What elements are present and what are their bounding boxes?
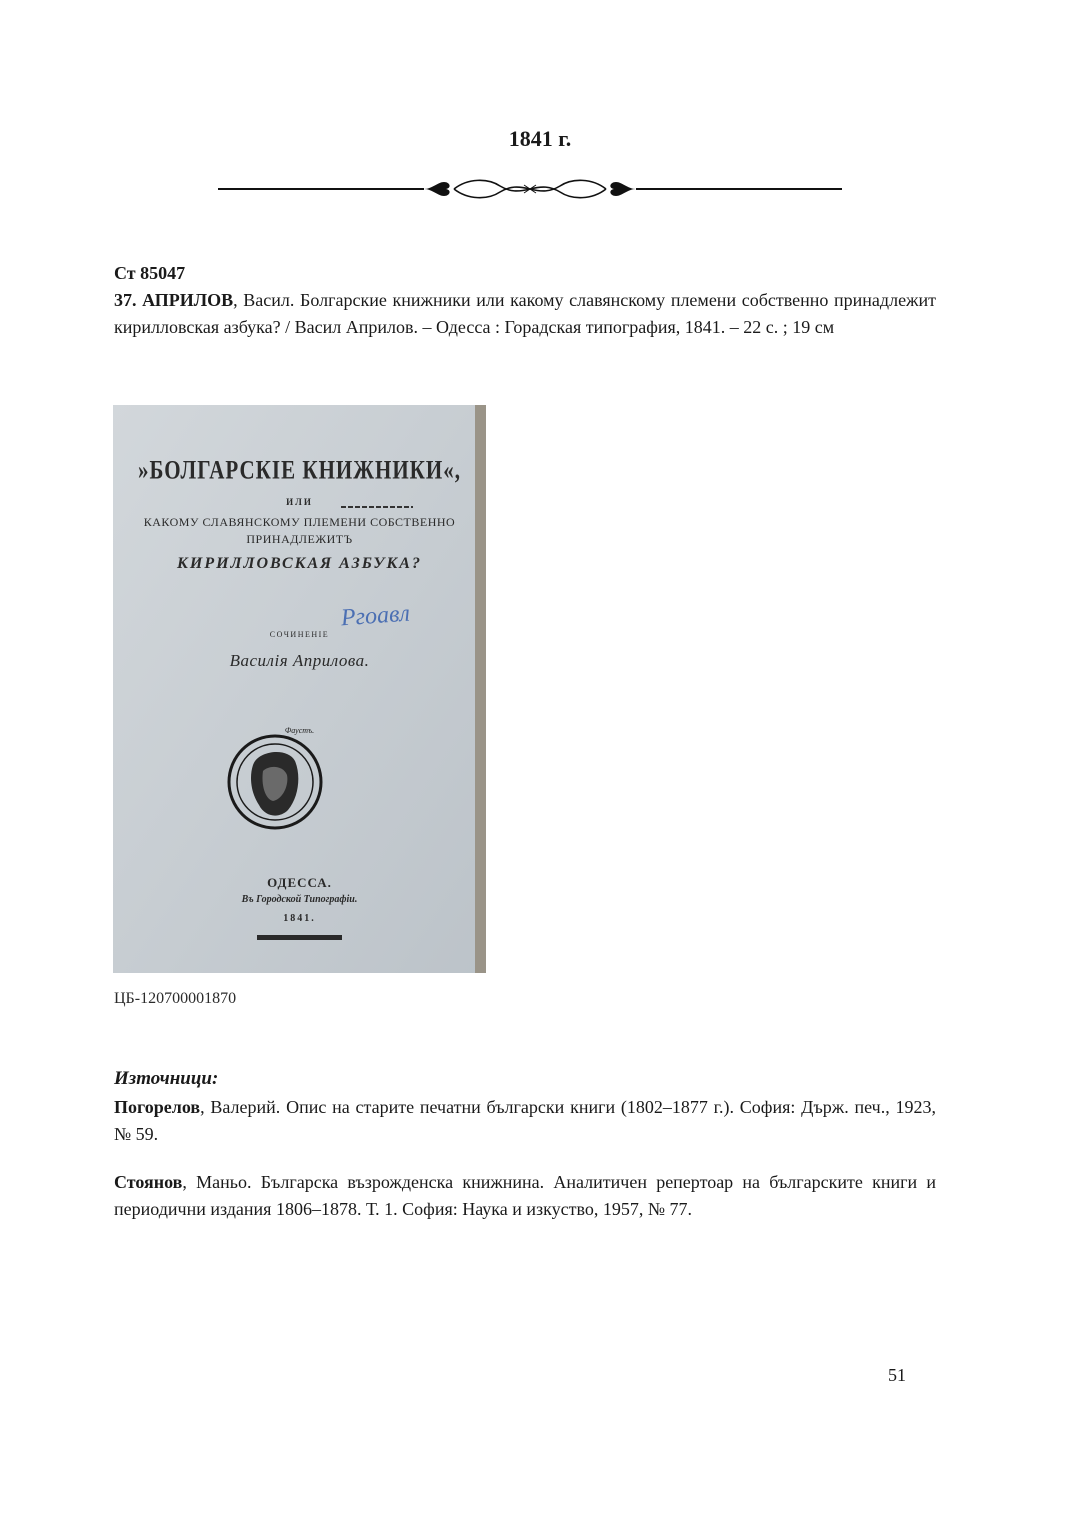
entry-description: [114, 287, 936, 341]
source-text: , Маньо. Българска възрожденска книжнина. Аналитичен репертоар на българските книги и периодични издания 1806–1878. Т. 1. София: Наука и изкуство, 1957, № 77.: [114, 1172, 936, 1219]
cover-author: Василiя Априлова.: [229, 651, 370, 670]
cover-subtitle-line1: КАКОМУ СЛАВЯНСКОМУ ПЛЕМЕНИ СОБСТВЕННО: [143, 515, 456, 529]
catalog-entry: [114, 260, 936, 341]
cover-year: 1841.: [283, 913, 316, 924]
sources-heading: Източници:: [114, 1068, 219, 1089]
emblem-label: Фаустъ.: [284, 726, 315, 735]
cover-sochinenie: СОЧИНЕНIЕ: [269, 630, 330, 639]
entry-text: , Васил. Болгарские книжники или какому славянскому племени собственно принадлежит кирилловская азбука? / Васил Априлов. – Одесса : Горадская типография, 1841. – 22 с. ; 19 см: [114, 290, 936, 337]
source-item: [114, 1169, 936, 1223]
entry-number-author: 37. АПРИЛОВ: [114, 290, 234, 310]
source-author: Стоянов: [114, 1172, 183, 1192]
cover-ili: ИЛИ: [286, 497, 313, 507]
page-number: 51: [888, 1365, 906, 1385]
handwritten-signature: Ргоавл: [340, 600, 411, 632]
source-item: [114, 1094, 936, 1148]
year-heading: 1841 г.: [508, 126, 572, 151]
call-number: Ст 85047: [114, 263, 186, 283]
cover-title: »БОЛГАРСКIЕ КНИЖНИКИ«,: [138, 454, 461, 485]
inventory-number: ЦБ-120700001870: [114, 990, 237, 1007]
cover-subtitle-line3: КИРИЛЛОВСКАЯ АЗБУКА?: [177, 555, 422, 572]
book-cover-photo: [113, 405, 486, 973]
source-text: , Валерий. Опис на старите печатни български книги (1802–1877 г.). София: Държ. печ., 1923, № 59.: [114, 1097, 936, 1144]
cover-printer: Въ Городской Типографiи.: [241, 894, 358, 905]
cover-city: ОДЕССА.: [267, 875, 332, 890]
cover-subtitle-line2: ПРИНАДЛЕЖИТЪ: [246, 532, 353, 546]
ornament-divider: [218, 176, 842, 202]
source-author: Погорелов: [114, 1097, 201, 1117]
